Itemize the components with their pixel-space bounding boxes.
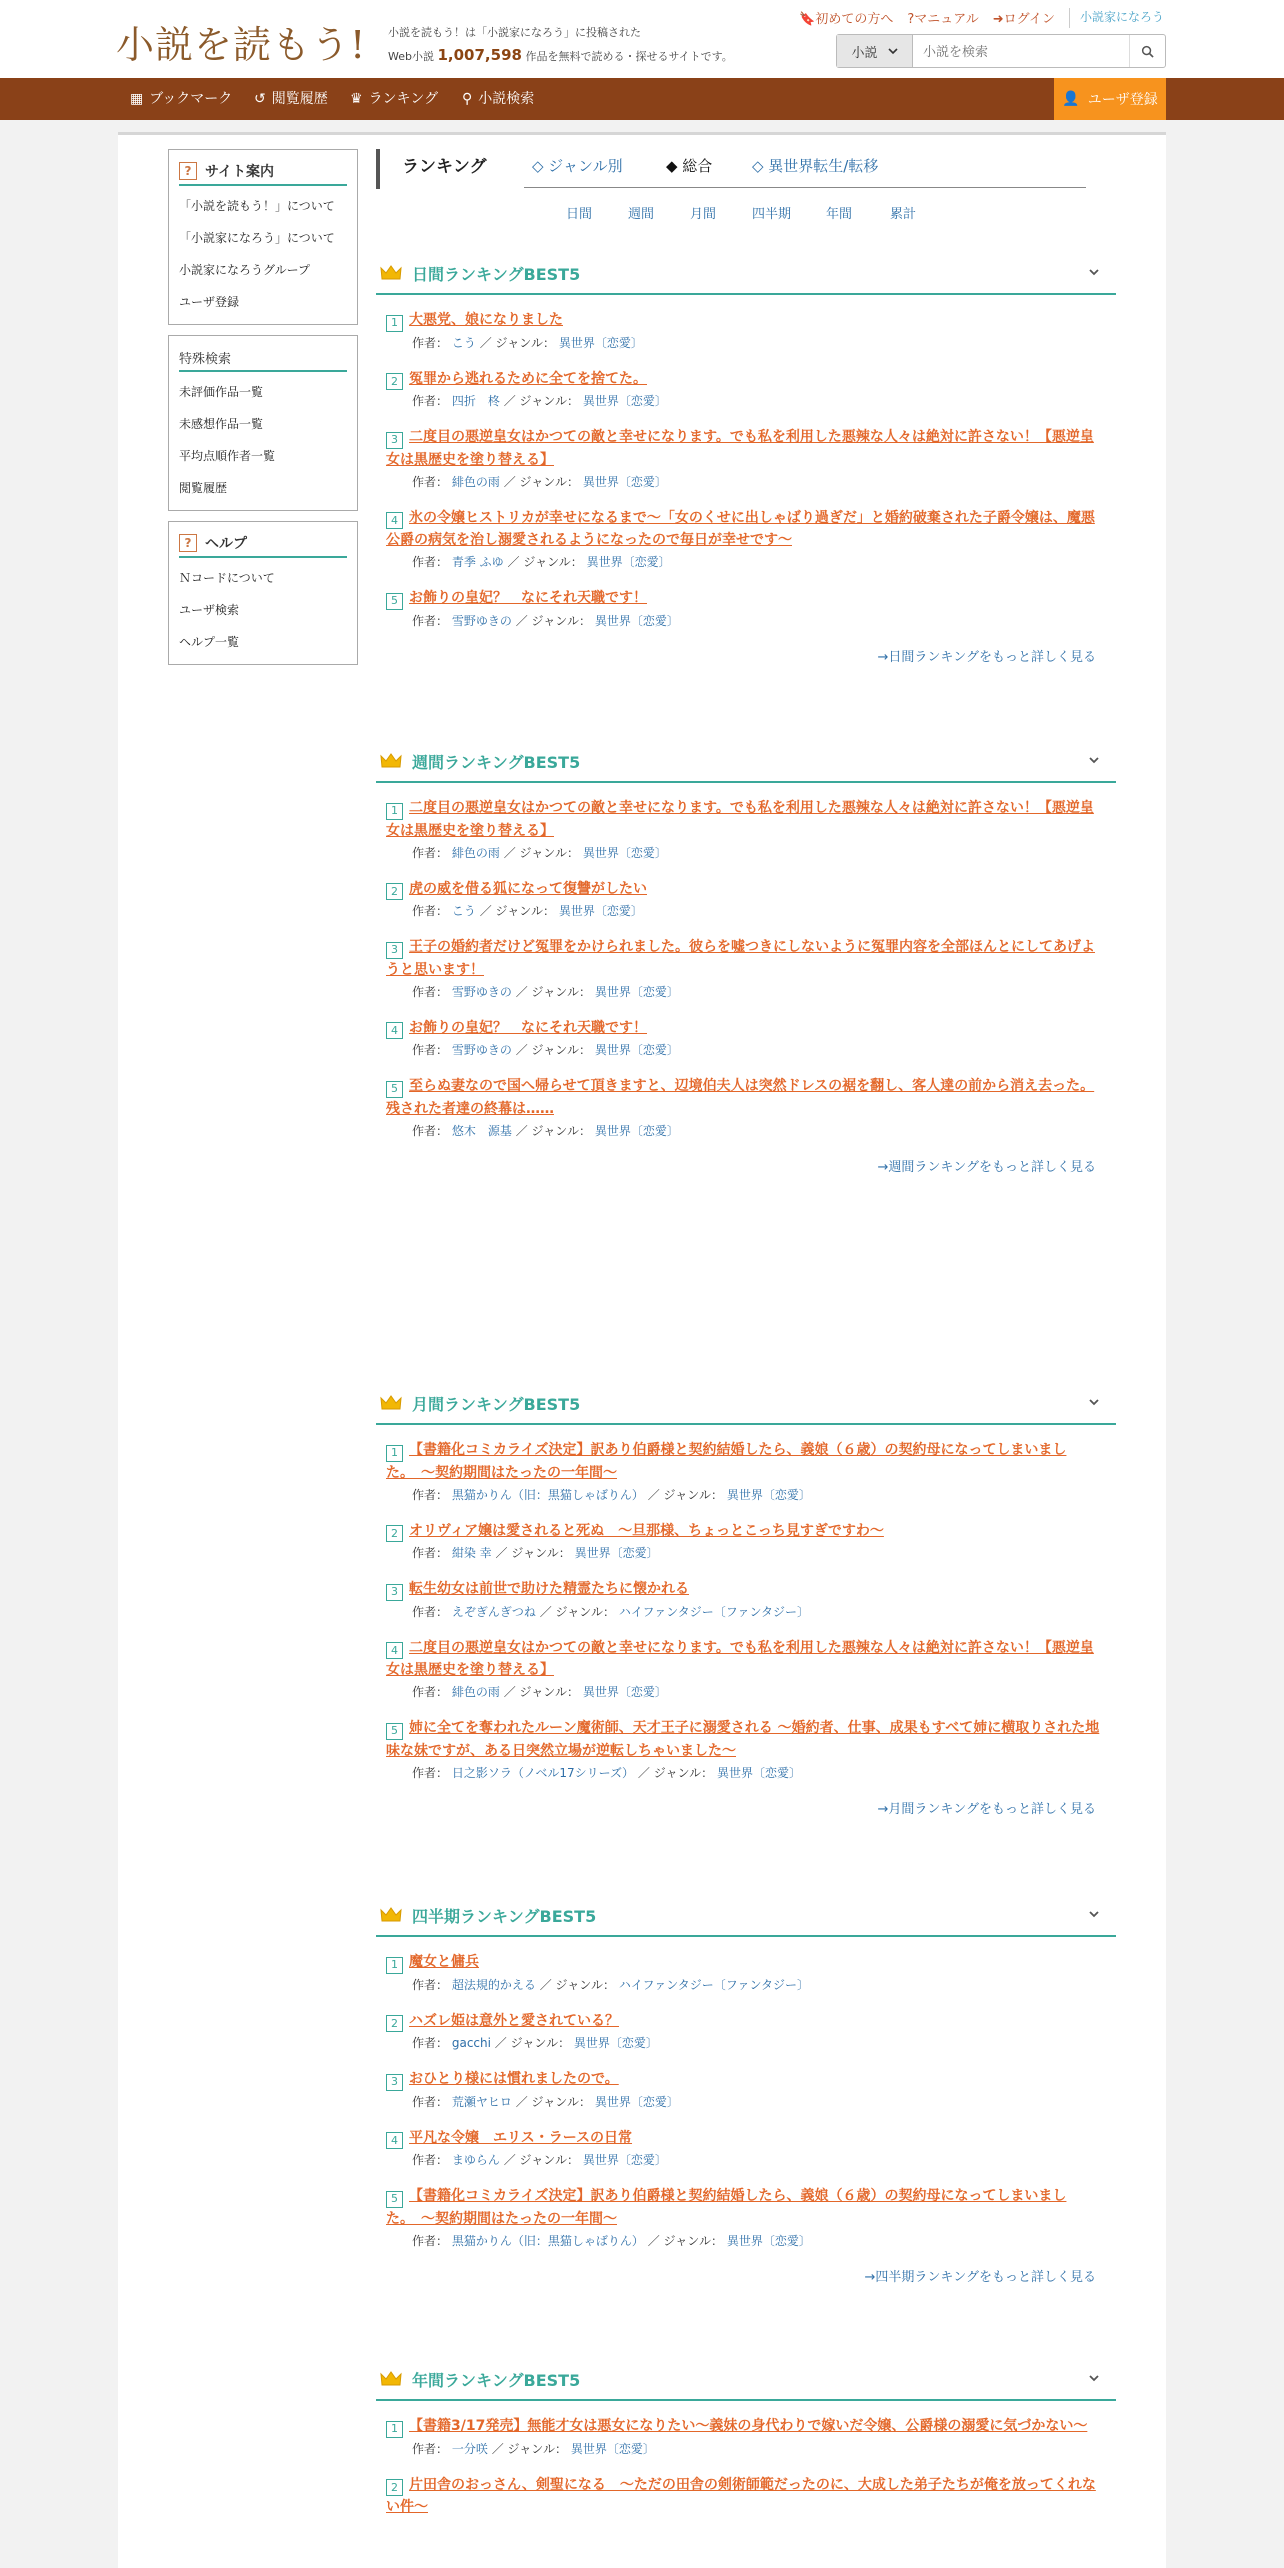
- entry-meta: 作者： 緋色の雨 ／ ジャンル： 異世界〔恋愛〕: [412, 474, 667, 489]
- novel-title-link[interactable]: 姉に全てを奪われたルーン魔術師、天才王子に溺愛される ～婚約者、仕事、成果もすべて姉に横取りされた地味な妹ですが、ある日突然立場が逆転しちゃいました～: [386, 1720, 1100, 1759]
- entry-meta: 作者： 一分咲 ／ ジャンル： 異世界〔恋愛〕: [412, 2441, 655, 2456]
- special-search-box: [168, 335, 358, 511]
- period-links: [376, 203, 1096, 223]
- entry-list: [376, 2401, 1116, 2518]
- ranking-entry: [386, 1520, 1116, 1565]
- entry-list: [376, 1937, 1116, 2252]
- entry-meta: 作者： こう ／ ジャンル： 異世界〔恋愛〕: [412, 904, 643, 918]
- site-logo[interactable]: 小説を読もう!: [116, 23, 367, 67]
- more-ranking-link[interactable]: →日間ランキングをもっと詳しく見る: [877, 649, 1096, 665]
- period-total[interactable]: 累計: [890, 207, 917, 222]
- novel-title-link[interactable]: 至らぬ妻なので国へ帰らせて頂きますと、辺境伯夫人は突然ドレスの裾を翻し、客人達の前から消え去った。残された者達の終幕は……: [386, 1078, 1095, 1117]
- entry-meta: 作者： gacchi ／ ジャンル： 異世界〔恋愛〕: [412, 2036, 658, 2050]
- author-link[interactable]: 雪野ゆきの: [451, 1043, 512, 1057]
- author-link[interactable]: 雪野ゆきの: [451, 984, 512, 999]
- entry-meta: 作者： 黒猫かりん（旧：黒猫しゃばりん） ／ ジャンル： 異世界〔恋愛〕: [412, 1487, 811, 1502]
- novel-title-link[interactable]: 片田舎のおっさん、剣聖になる ～ただの田舎の剣術師範だったのに、大成した弟子たちが俺を放ってくれない件～: [386, 2476, 1096, 2515]
- ranking-entry: [386, 1637, 1116, 1704]
- crown-icon: [380, 2370, 402, 2388]
- author-link[interactable]: gacchi: [451, 2036, 491, 2050]
- rank-number: 3: [386, 1584, 403, 1601]
- entry-list: [376, 783, 1116, 1142]
- tab-isekai[interactable]: ◇ 異世界転生/転移: [752, 157, 879, 175]
- sidebar-item-about-narou[interactable]: 「小説家になろう」について: [179, 231, 335, 245]
- chevron-down-icon: [888, 47, 898, 55]
- entry-meta: 作者： 雪野ゆきの ／ ジャンル： 異世界〔恋愛〕: [412, 613, 679, 628]
- genre-link[interactable]: 異世界〔恋愛〕: [717, 1765, 802, 1780]
- ranking-entry: [386, 2415, 1116, 2460]
- author-link[interactable]: まゆらん: [451, 2153, 500, 2167]
- tagline-pre: Web小説: [388, 50, 434, 63]
- more-ranking-link[interactable]: →四半期ランキングをもっと詳しく見る: [864, 2269, 1096, 2285]
- site-guide-title: サイト案内: [205, 164, 275, 180]
- ranking-entry: [386, 1951, 1116, 1996]
- entry-meta: 作者： 雪野ゆきの ／ ジャンル： 異世界〔恋愛〕: [412, 1043, 679, 1057]
- section-title: 週間ランキングBEST5: [412, 752, 581, 772]
- ranking-entry: [386, 587, 1116, 632]
- ranking-entry: [386, 2010, 1116, 2055]
- sidebar-item-group[interactable]: 小説家になろうグループ: [179, 263, 311, 277]
- section-header: [376, 1895, 1116, 1937]
- entry-meta: 作者： 青季 ふゆ ／ ジャンル： 異世界〔恋愛〕: [412, 555, 671, 569]
- rank-number: 1: [386, 2421, 403, 2438]
- genre-link[interactable]: 異世界〔恋愛〕: [726, 1487, 811, 1502]
- genre-link[interactable]: 異世界〔恋愛〕: [558, 904, 643, 918]
- help-box: [168, 521, 358, 665]
- grid-icon: ▦: [130, 91, 144, 107]
- rank-number: 1: [386, 315, 403, 332]
- entry-meta: 作者： こう ／ ジャンル： 異世界〔恋愛〕: [412, 335, 643, 350]
- rank-number: 2: [386, 883, 403, 900]
- sidebar-item-register[interactable]: ユーザ登録: [179, 295, 240, 309]
- ranking-entry: [386, 2068, 1116, 2113]
- question-icon: ?: [907, 12, 915, 27]
- novel-title-link[interactable]: お飾りの皇妃？ なにそれ天職です！: [409, 1019, 647, 1036]
- novel-title-link[interactable]: 魔女と傭兵: [409, 1954, 479, 1970]
- genre-link[interactable]: 異世界〔恋愛〕: [594, 1043, 679, 1057]
- novel-title-link[interactable]: おひとり様には慣れましたので。: [409, 2071, 619, 2087]
- period-yearly[interactable]: 年間: [826, 207, 853, 222]
- entry-meta: 作者： 超法規的かえる ／ ジャンル： ハイファンタジー〔ファンタジー〕: [412, 1977, 810, 1992]
- novel-title-link[interactable]: 王子の婚約者だけど冤罪をかけられました。彼らを嘘つきにしないように冤罪内容を全部ほんとにしてあげようと思います！: [386, 939, 1095, 978]
- bookmark-small-icon: 🔖: [799, 12, 816, 27]
- crown-icon: [380, 1394, 402, 1412]
- rank-number: 5: [386, 1081, 403, 1098]
- ranking-entry: [386, 1075, 1116, 1142]
- section-header: [376, 2359, 1116, 2401]
- chevron-down-icon[interactable]: [1088, 1397, 1100, 1407]
- tabs-underline: [524, 187, 1086, 188]
- search-icon: [1141, 45, 1154, 58]
- entry-meta: 作者： 日之影ソラ（ノベル17シリーズ） ／ ジャンル： 異世界〔恋愛〕: [412, 1765, 802, 1780]
- period-daily[interactable]: 日間: [566, 207, 593, 222]
- novel-title-link[interactable]: ハズレ姫は意外と愛されている？: [409, 2012, 619, 2029]
- novel-title-link[interactable]: 【書籍化コミカライズ決定】訳あり伯爵様と契約結婚したら、義娘（６歳）の契約母になってしまいました。 〜契約期間はたったの一年間〜: [386, 1442, 1067, 1481]
- ranking-entry: [386, 1439, 1116, 1506]
- author-link[interactable]: 一分咲: [451, 2441, 488, 2456]
- nav-bookmark[interactable]: ▦ ブックマーク: [130, 78, 232, 120]
- chevron-down-icon[interactable]: [1088, 1909, 1100, 1919]
- tagline-post: 作品を無料で読める・探せるサイトです。: [525, 50, 733, 63]
- genre-link[interactable]: 異世界〔恋愛〕: [582, 474, 667, 489]
- tab-genre[interactable]: ◇ ジャンル別: [532, 157, 623, 175]
- rank-number: 1: [386, 1957, 403, 1974]
- entry-meta: 作者： えぞぎんぎつね ／ ジャンル： ハイファンタジー〔ファンタジー〕: [412, 1604, 810, 1619]
- author-link[interactable]: 悠木 源基: [451, 1123, 512, 1138]
- ranking-entry: [386, 507, 1116, 574]
- entry-meta: 作者： 荒瀬ヤヒロ ／ ジャンル： 異世界〔恋愛〕: [412, 2094, 679, 2109]
- novel-title-link[interactable]: 二度目の悪逆皇女はかつての敵と幸せになります。でも私を利用した悪辣な人々は絶対に許さない！【悪逆皇女は黒歴史を塗り替える】: [386, 800, 1094, 839]
- ranking-entry: [386, 426, 1116, 493]
- sidebar-item-help-list[interactable]: ヘルプ一覧: [179, 635, 240, 649]
- author-link[interactable]: 四折 柊: [451, 394, 500, 408]
- help-icon: ?: [179, 534, 197, 552]
- nav-history[interactable]: ↺ 閲覧履歴: [254, 78, 328, 120]
- site-tagline: [388, 22, 733, 68]
- sidebar-item-unrated[interactable]: 未評価作品一覧: [179, 385, 264, 399]
- special-search-title: 特殊検索: [179, 344, 347, 372]
- novel-title-link[interactable]: 平凡な令嬢 エリス・ラースの日常: [409, 2129, 633, 2146]
- author-link[interactable]: 雪野ゆきの: [451, 613, 512, 628]
- content-area: [118, 132, 1166, 2568]
- novel-title-link[interactable]: 虎の威を借る狐になって復讐がしたい: [409, 880, 647, 897]
- genre-link[interactable]: 異世界〔恋愛〕: [594, 984, 679, 999]
- author-link[interactable]: 緋色の雨: [451, 845, 500, 860]
- rank-number: 5: [386, 2191, 403, 2208]
- novel-count: 1,007,598: [437, 46, 522, 64]
- novel-title-link[interactable]: 転生幼女は前世で助けた精霊たちに懐かれる: [409, 1581, 689, 1597]
- genre-link[interactable]: 異世界〔恋愛〕: [582, 2153, 667, 2167]
- entry-meta: 作者： 緋色の雨 ／ ジャンル： 異世界〔恋愛〕: [412, 845, 667, 860]
- sidebar: [168, 149, 358, 675]
- rank-number: 4: [386, 1022, 403, 1039]
- chevron-down-icon[interactable]: [1088, 755, 1100, 765]
- ranking-section: [376, 1383, 1116, 1817]
- ranking-entry: [386, 2474, 1116, 2519]
- genre-link[interactable]: 異世界〔恋愛〕: [594, 613, 679, 628]
- ranking-section: [376, 741, 1116, 1175]
- genre-link[interactable]: 異世界〔恋愛〕: [582, 1685, 667, 1699]
- sidebar-item-about-yomou[interactable]: 「小説を読もう！」について: [179, 199, 335, 213]
- entry-meta: 作者： 紺染 幸 ／ ジャンル： 異世界〔恋愛〕: [412, 1546, 659, 1560]
- chevron-down-icon[interactable]: [1088, 267, 1100, 277]
- genre-link[interactable]: 異世界〔恋愛〕: [582, 845, 667, 860]
- crown-icon: [380, 264, 402, 282]
- manual-link[interactable]: ?マニュアル: [907, 12, 979, 27]
- rank-number: 1: [386, 803, 403, 820]
- crown-icon: [380, 1906, 402, 1924]
- user-register-button[interactable]: 👤 ユーザ登録: [1054, 78, 1166, 120]
- author-link[interactable]: えぞぎんぎつね: [451, 1604, 536, 1619]
- author-link[interactable]: 黒猫かりん（旧：黒猫しゃばりん）: [451, 2233, 644, 2248]
- rank-number: 4: [386, 2132, 403, 2149]
- ranking-entry: [386, 2185, 1116, 2252]
- genre-link[interactable]: ハイファンタジー〔ファンタジー〕: [618, 1604, 810, 1619]
- genre-link[interactable]: 異世界〔恋愛〕: [574, 1546, 659, 1560]
- section-title: 日間ランキングBEST5: [412, 264, 581, 284]
- section-title: 月間ランキングBEST5: [412, 1394, 581, 1414]
- rank-number: 3: [386, 942, 403, 959]
- search-type-select[interactable]: 小説: [837, 35, 913, 67]
- help-title: ヘルプ: [205, 536, 247, 552]
- entry-list: [376, 295, 1116, 632]
- entry-list: [376, 1425, 1116, 1784]
- ranking-tabs: [376, 149, 1096, 189]
- rank-number: 2: [386, 2015, 403, 2032]
- section-header: [376, 741, 1116, 783]
- period-weekly[interactable]: 週間: [628, 207, 655, 222]
- novel-title-link[interactable]: 冤罪から逃れるために全てを捨てた。: [409, 370, 647, 387]
- genre-link[interactable]: 異世界〔恋愛〕: [594, 1123, 679, 1138]
- main-nav: [0, 78, 1284, 120]
- help-icon: ?: [179, 162, 197, 180]
- ranking-section: [376, 2359, 1116, 2532]
- nav-search[interactable]: ⚲ 小説検索: [462, 78, 534, 120]
- author-link[interactable]: 緋色の雨: [451, 474, 500, 489]
- author-link[interactable]: 青季 ふゆ: [451, 555, 504, 569]
- genre-link[interactable]: 異世界〔恋愛〕: [586, 555, 671, 569]
- author-link[interactable]: 緋色の雨: [451, 1685, 500, 1699]
- author-link[interactable]: 超法規的かえる: [451, 1977, 536, 1992]
- genre-link[interactable]: 異世界〔恋愛〕: [582, 394, 667, 408]
- novel-title-link[interactable]: 二度目の悪逆皇女はかつての敵と幸せになります。でも私を利用した悪辣な人々は絶対に許さない！【悪逆皇女は黒歴史を塗り替える】: [386, 429, 1094, 468]
- ranking-entry: [386, 936, 1116, 1003]
- search-form: [836, 34, 1166, 68]
- genre-link[interactable]: 異世界〔恋愛〕: [570, 2441, 655, 2456]
- novel-title-link[interactable]: 大悪党、娘になりました: [409, 312, 563, 328]
- novel-title-link[interactable]: オリヴィア嬢は愛されると死ぬ ～旦那様、ちょっとこっち見すぎですわ～: [409, 1522, 884, 1539]
- novel-title-link[interactable]: 二度目の悪逆皇女はかつての敵と幸せになります。でも私を利用した悪辣な人々は絶対に許さない！【悪逆皇女は黒歴史を塗り替える】: [386, 1639, 1094, 1678]
- rank-number: 2: [386, 373, 403, 390]
- more-ranking-link[interactable]: →週間ランキングをもっと詳しく見る: [877, 1159, 1096, 1175]
- genre-link[interactable]: 異世界〔恋愛〕: [726, 2233, 811, 2248]
- ranking-entry: [386, 1717, 1116, 1784]
- more-ranking-link[interactable]: →月間ランキングをもっと詳しく見る: [877, 1801, 1096, 1817]
- rank-number: 2: [386, 1525, 403, 1542]
- novel-title-link[interactable]: お飾りの皇妃？ なにそれ天職です！: [409, 590, 647, 606]
- period-monthly[interactable]: 月間: [690, 207, 717, 222]
- sidebar-item-user-search[interactable]: ユーザ検索: [179, 603, 240, 617]
- author-link[interactable]: 紺染 幸: [451, 1546, 492, 1560]
- ranking-entry: [386, 797, 1116, 864]
- novel-title-link[interactable]: 【書籍3/17発売】無能才女は悪女になりたい～義妹の身代わりで嫁いだ令嬢、公爵様の溺愛に気づかない～: [409, 2418, 1088, 2434]
- narou-logo-link[interactable]: 小説家になろう: [1069, 8, 1164, 28]
- site-header: [0, 0, 1284, 78]
- ranking-entry: [386, 1578, 1116, 1623]
- ranking-entry: [386, 368, 1116, 413]
- section-header: [376, 1383, 1116, 1425]
- ranking-title: ランキング: [376, 149, 487, 189]
- rank-number: 3: [386, 2074, 403, 2091]
- ranking-entry: [386, 878, 1116, 923]
- ranking-section: [376, 253, 1116, 665]
- login-icon: ➜: [992, 12, 1004, 27]
- sidebar-item-history[interactable]: 閲覧履歴: [179, 481, 228, 495]
- tab-overall[interactable]: ◆ 総合: [666, 157, 713, 175]
- novel-title-link[interactable]: 【書籍化コミカライズ決定】訳あり伯爵様と契約結婚したら、義娘（６歳）の契約母になってしまいました。 〜契約期間はたったの一年間〜: [386, 2188, 1067, 2227]
- rank-number: 5: [386, 1723, 403, 1740]
- ranking-section: [376, 1895, 1116, 2285]
- login-link[interactable]: ➜ログイン: [992, 12, 1055, 27]
- tagline-line1: 小説を読もう！は「小説家になろう」に投稿された: [388, 26, 641, 39]
- search-icon: ⚲: [462, 91, 473, 107]
- history-icon: ↺: [254, 91, 266, 107]
- entry-meta: 作者： 緋色の雨 ／ ジャンル： 異世界〔恋愛〕: [412, 1685, 667, 1699]
- site-guide-box: [168, 149, 358, 325]
- rank-number: 5: [386, 593, 403, 610]
- period-quarterly[interactable]: 四半期: [752, 207, 792, 222]
- ranking-entry: [386, 2127, 1116, 2172]
- rank-number: 2: [386, 2479, 403, 2496]
- rank-number: 4: [386, 1642, 403, 1659]
- first-time-link[interactable]: 🔖初めての方へ: [799, 12, 894, 27]
- entry-meta: 作者： 悠木 源基 ／ ジャンル： 異世界〔恋愛〕: [412, 1123, 679, 1138]
- author-link[interactable]: こう: [451, 904, 476, 918]
- novel-title-link[interactable]: 氷の令嬢ヒストリカが幸せになるまで〜「女のくせに出しゃばり過ぎだ」と婚約破棄された子爵令嬢は、魔悪公爵の病気を治し溺愛されるようになったので毎日が幸せです〜: [386, 509, 1095, 548]
- genre-link[interactable]: 異世界〔恋愛〕: [558, 335, 643, 350]
- author-link[interactable]: こう: [451, 335, 476, 350]
- rank-number: 3: [386, 432, 403, 449]
- chevron-down-icon[interactable]: [1088, 2373, 1100, 2383]
- user-icon: 👤: [1062, 91, 1080, 107]
- genre-link[interactable]: ハイファンタジー〔ファンタジー〕: [618, 1977, 810, 1992]
- sidebar-item-ncode[interactable]: Ｎコードについて: [179, 571, 275, 585]
- sidebar-item-no-review[interactable]: 未感想作品一覧: [179, 417, 264, 431]
- section-title: 年間ランキングBEST5: [412, 2370, 581, 2390]
- top-links: [782, 8, 1164, 28]
- rank-number: 4: [386, 512, 403, 529]
- search-button[interactable]: [1129, 35, 1165, 67]
- ranking-entry: [386, 309, 1116, 354]
- section-title: 四半期ランキングBEST5: [412, 1906, 597, 1926]
- genre-link[interactable]: 異世界〔恋愛〕: [594, 2094, 679, 2109]
- entry-meta: 作者： 雪野ゆきの ／ ジャンル： 異世界〔恋愛〕: [412, 984, 679, 999]
- author-link[interactable]: 荒瀬ヤヒロ: [451, 2094, 512, 2109]
- crown-icon: [380, 752, 402, 770]
- entry-meta: 作者： 黒猫かりん（旧：黒猫しゃばりん） ／ ジャンル： 異世界〔恋愛〕: [412, 2233, 811, 2248]
- entry-meta: 作者： 四折 柊 ／ ジャンル： 異世界〔恋愛〕: [412, 394, 667, 408]
- search-input[interactable]: [913, 35, 1129, 67]
- ranking-entry: [386, 1017, 1116, 1062]
- crown-icon: ♛: [350, 91, 363, 107]
- nav-ranking[interactable]: ♛ ランキング: [350, 78, 438, 120]
- author-link[interactable]: 日之影ソラ（ノベル17シリーズ）: [451, 1765, 635, 1780]
- entry-meta: 作者： まゆらん ／ ジャンル： 異世界〔恋愛〕: [412, 2153, 667, 2167]
- author-link[interactable]: 黒猫かりん（旧：黒猫しゃばりん）: [451, 1487, 644, 1502]
- genre-link[interactable]: 異世界〔恋愛〕: [573, 2036, 658, 2050]
- rank-number: 1: [386, 1445, 403, 1462]
- sidebar-item-avg-author[interactable]: 平均点順作者一覧: [179, 449, 276, 463]
- section-header: [376, 253, 1116, 295]
